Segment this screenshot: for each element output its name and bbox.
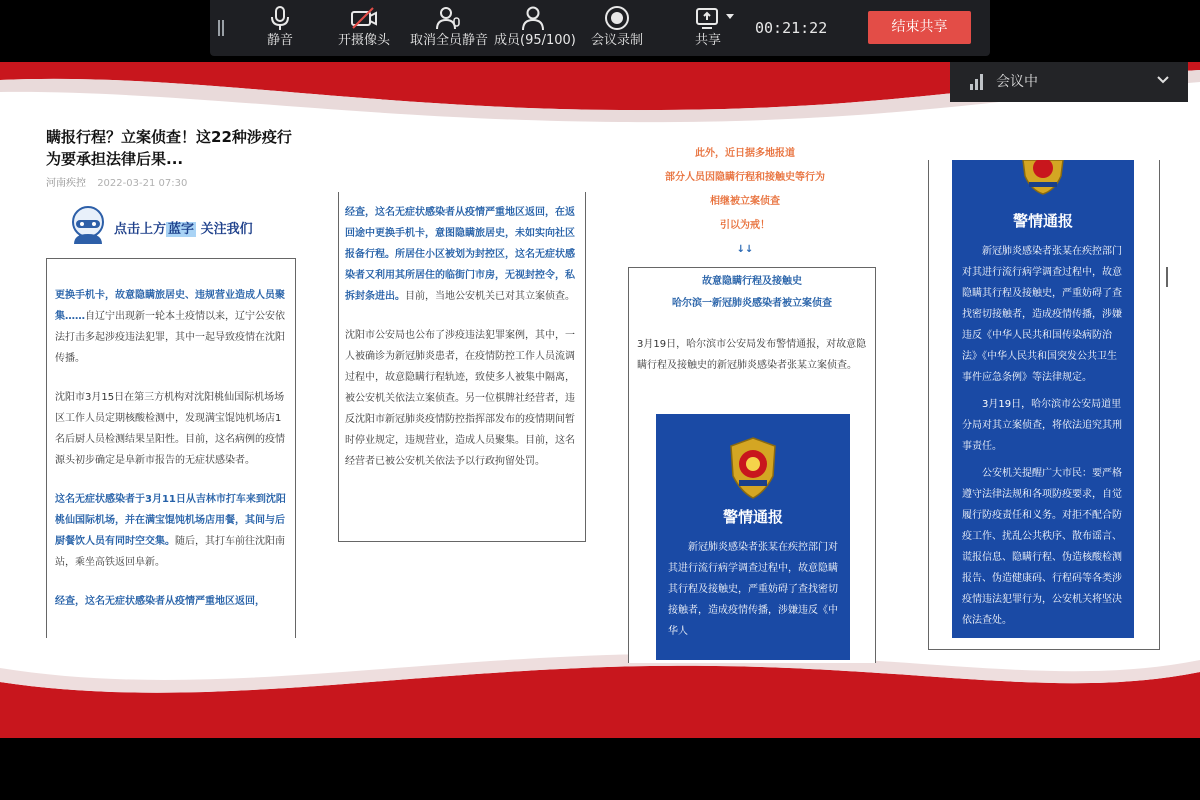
col1-para1: 更换手机卡，故意隐瞒旅居史、违规营业造成人员聚集……自辽宁出现新一轮本土疫情以来，辽宁公安依法打击多起涉疫违法犯罪，其中一起导致疫情在沈阳传播。 — [55, 290, 285, 364]
follow-pre: 点击上方 — [114, 222, 167, 237]
microphone-icon — [266, 4, 294, 32]
person-icon — [519, 4, 547, 32]
notice-title: 警情通报 — [1012, 212, 1073, 230]
police-badge-icon — [725, 436, 781, 500]
police-badge-icon-partial — [1017, 160, 1069, 196]
drag-handle-icon[interactable] — [218, 20, 228, 36]
col4-police-notice — [952, 160, 1134, 638]
camera-button[interactable] — [334, 4, 394, 54]
intro-line3: 相继被立案侦查 — [710, 196, 780, 207]
signal-bars-icon — [970, 74, 986, 90]
article-date: 2022-03-21 07:30 — [97, 178, 188, 189]
record-label: 会议录制 — [590, 33, 643, 48]
intro-line2: 部分人员因隐瞒行程和接触史等行为 — [665, 172, 825, 183]
col3-para1: 3月19日，哈尔滨市公安局发布警情通报，对故意隐瞒行程及接触史的新冠肺炎感染者张某立案侦查。 — [637, 339, 867, 371]
col2-para1: 经查，这名无症状感染者从疫情严重地区返回，在返回途中更换手机卡，意图隐瞒旅居史，未如实向社区报备行程。所居住小区被划为封控区，这名无症状感染者又利用其所居住的临街门市房，无视封控令，私拆封条进出。目前，当地公安机关已对其立案侦查。 — [345, 207, 575, 302]
article-col1 — [46, 258, 296, 638]
camera-label: 开摄像头 — [337, 33, 390, 48]
article-meta — [46, 174, 187, 189]
follow-banner[interactable] — [66, 204, 276, 246]
doctor-mascot-icon — [66, 204, 110, 246]
members-button[interactable] — [494, 4, 576, 54]
end-share-button[interactable]: 结束共享 — [868, 11, 971, 44]
down-arrows: ↓↓ — [736, 244, 754, 255]
notice-para1: 新冠肺炎感染者张某在疾控部门对其进行流行病学调查过程中，故意隐瞒其行程及接触史，严重妨碍了查找密切接触者，造成疫情传播，涉嫌违反《中华人民共和国传染病防治法》《中华人民共和国突发公共卫生事件应急条例》等法律规定。 — [962, 246, 1122, 383]
col1-para3: 这名无症状感染者于3月11日从吉林市打车来到沈阳桃仙国际机场，并在满宝馄饨机场店用餐，其间与后厨餐饮人员有同时空交集。随后，其打车前往沈阳南站，乘坐高铁返回阜新。 — [55, 494, 286, 568]
meeting-timer: 00:21:22 — [755, 19, 828, 37]
meeting-status-label: 会议中 — [996, 74, 1038, 90]
record-button[interactable] — [586, 4, 648, 54]
article-source[interactable]: 河南疾控 — [46, 178, 86, 189]
camera-off-icon — [349, 4, 379, 32]
mute-label: 静音 — [266, 33, 293, 48]
bottom-black-strip — [0, 738, 1200, 800]
members-label: 成员(95/100) — [494, 33, 576, 48]
intro-line4: 引以为戒！ — [720, 220, 770, 231]
col3-heading2: 哈尔滨一新冠肺炎感染者被立案侦查 — [672, 298, 832, 309]
col1-para4: 经查，这名无症状感染者从疫情严重地区返回， — [55, 596, 265, 607]
col3-intro — [640, 142, 850, 262]
follow-post: 关注我们 — [200, 222, 253, 237]
col3-heading1: 故意隐瞒行程及接触史 — [702, 276, 802, 287]
article-col2 — [338, 192, 586, 542]
share-dropdown-icon[interactable] — [726, 14, 734, 20]
users-mute-icon — [435, 4, 463, 32]
share-button[interactable] — [688, 4, 728, 54]
notice-title: 警情通报 — [722, 508, 783, 526]
chevron-down-icon — [1156, 72, 1170, 86]
unmute-all-label: 取消全员静音 — [409, 33, 488, 48]
share-screen-icon — [694, 4, 722, 32]
notice-para2: 3月19日，哈尔滨市公安局道里分局对其立案侦查，将依法追究其刑事责任。 — [962, 399, 1122, 452]
meeting-status-dropdown[interactable] — [950, 62, 1188, 102]
col3-police-notice — [656, 414, 850, 660]
meeting-toolbar — [210, 0, 990, 56]
share-label: 共享 — [694, 33, 721, 48]
notice-body: 新冠肺炎感染者张某在疾控部门对其进行流行病学调查过程中，故意隐瞒其行程及接触史，严重妨碍了查找密切接触者，造成疫情传播，涉嫌违反《中华人 — [668, 542, 838, 637]
shared-screen — [0, 62, 1200, 738]
article-title: 瞒报行程？立案侦查！这22种涉疫行为要承担法律后果... — [46, 128, 292, 168]
col1-para2: 沈阳市3月15日在第三方机构对沈阳桃仙国际机场场区工作人员定期核酸检测中，发现满宝馄饨机场店1名后厨人员检测结果呈阳性。目前，这名病例的疫情源头初步确定是阜新市报告的无症状感染者。 — [55, 392, 285, 466]
follow-text — [114, 218, 253, 237]
notice-para3: 公安机关提醒广大市民：要严格遵守法律法规和各项防疫要求，自觉履行防疫责任和义务。对拒不配合防疫工作、扰乱公共秩序、散布谣言、谎报信息、隐瞒行程、伪造核酸检测报告、伪造健康码、行程码等各类涉疫情违法犯罪行为，公安机关将坚决依法查处。 — [962, 468, 1122, 626]
record-icon — [603, 4, 631, 32]
mute-button[interactable] — [250, 4, 310, 54]
unmute-all-button[interactable] — [406, 4, 492, 54]
scrollbar-thumb[interactable] — [1166, 267, 1168, 287]
col2-para2: 沈阳市公安局也公布了涉疫违法犯罪案例，其中，一人被确诊为新冠肺炎患者，在疫情防控工作人员流调过程中，故意隐瞒行程轨迹，致使多人被集中隔离，被公安机关依法立案侦查。另一位棋牌社经营者，违反沈阳市新冠肺炎疫情防控指挥部发布的疫情期间暂时停业规定，违规营业，造成人员聚集。目前，这名经营者已被公安机关依法予以行政拘留处罚。 — [345, 330, 575, 467]
intro-line1: 此外，近日据多地报道 — [695, 148, 795, 159]
follow-highlight: 蓝字 — [168, 222, 195, 237]
